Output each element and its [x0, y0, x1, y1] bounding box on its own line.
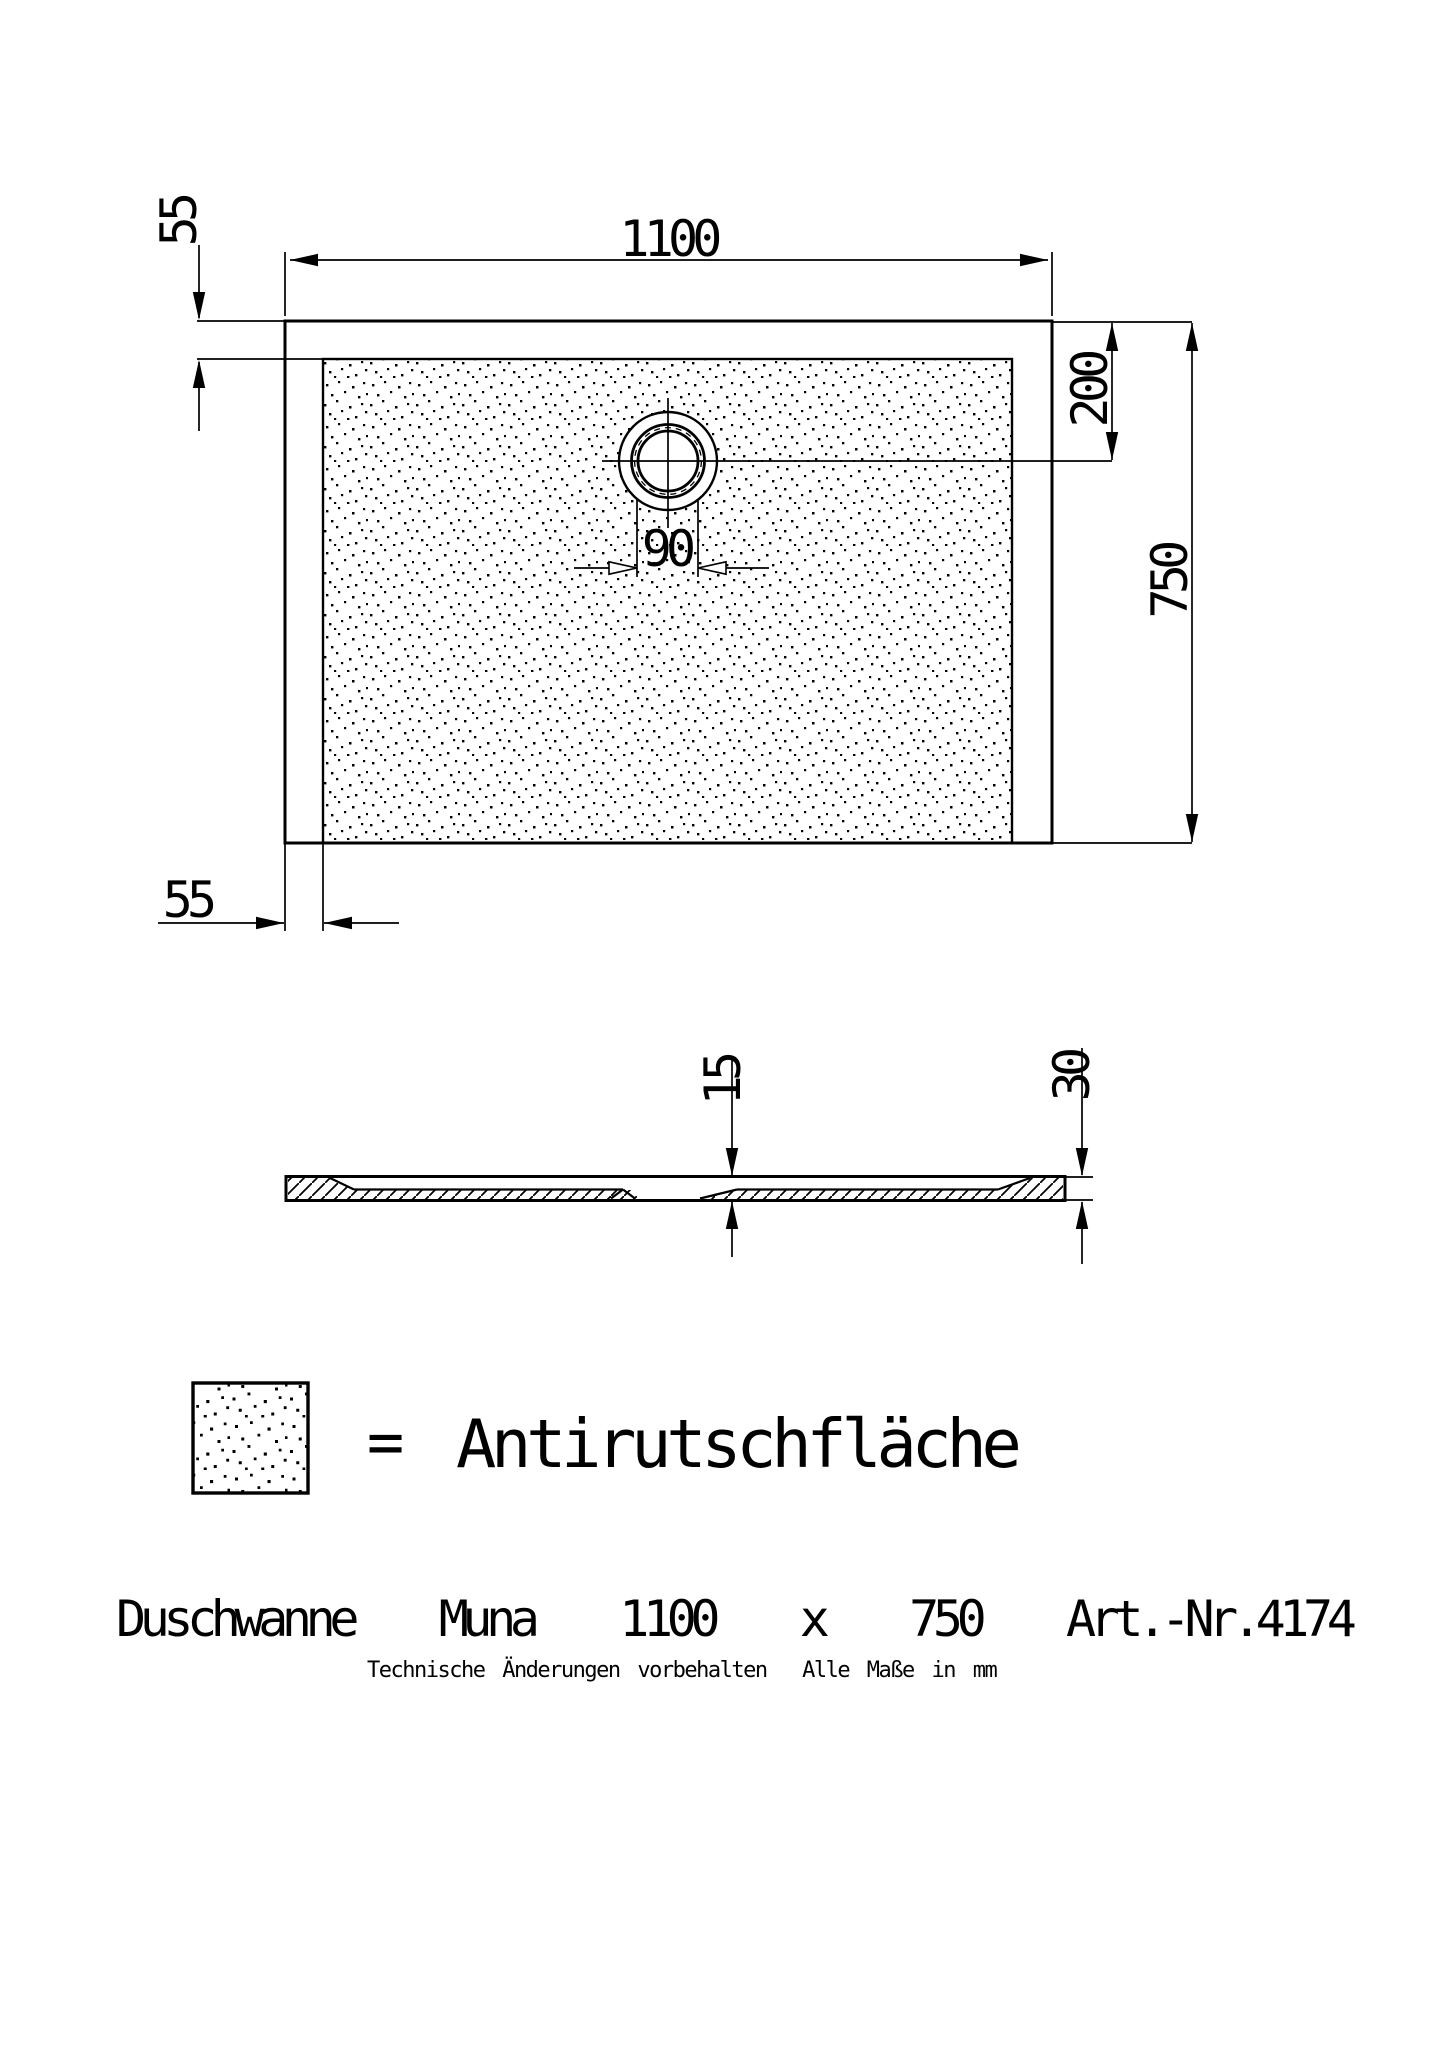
- dim-drain-offset-arrow-down: [1106, 432, 1118, 460]
- dim-edge-left-arrow-right: [256, 917, 284, 929]
- dim-width-arrow-right: [1020, 254, 1048, 266]
- dim-drain-offset-label: 200: [1061, 354, 1119, 428]
- dim-depth: [694, 1054, 752, 1257]
- dim-edge-left-label: 55: [162, 871, 212, 929]
- dim-depth-arrow-up: [726, 1201, 738, 1229]
- dim-edge-top: [150, 195, 208, 431]
- legend: [193, 1383, 1019, 1493]
- dim-edge-top-arrow-up: [193, 360, 205, 388]
- dim-height: [1141, 323, 1199, 842]
- dim-width-label: 1100: [619, 210, 717, 268]
- dim-total-height-label: 30: [1043, 1052, 1101, 1102]
- legend-equals-sign: =: [366, 1405, 400, 1478]
- drawing-title: Duschwanne Muna 1100 x 750 Art.-Nr.4174: [116, 1590, 1351, 1648]
- legend-label: Antirutschfläche: [456, 1405, 1017, 1483]
- dim-total-height: [1043, 1048, 1101, 1264]
- dim-drain-diameter-label: 90: [641, 520, 691, 578]
- dim-width: [290, 210, 1048, 268]
- dim-height-label: 750: [1141, 545, 1199, 619]
- dim-edge-top-arrow-down: [193, 292, 205, 320]
- dim-edge-left-arrow-left: [324, 917, 352, 929]
- footer: [116, 1590, 1355, 1683]
- top-view: [150, 195, 1199, 931]
- dim-edge-top-label: 55: [150, 197, 208, 247]
- side-view: [286, 1048, 1101, 1264]
- dim-depth-arrow-down: [726, 1148, 738, 1176]
- drawing-note: Technische Änderungen vorbehalten Alle Maße in mm: [367, 1658, 997, 1683]
- dim-edge-left: [158, 871, 399, 929]
- dim-width-arrow-left: [290, 254, 318, 266]
- dim-total-height-arrow-up: [1076, 1201, 1088, 1229]
- legend-swatch: [193, 1383, 308, 1493]
- dim-drain-offset: [1061, 323, 1119, 460]
- dim-depth-label: 15: [694, 1056, 752, 1106]
- dim-total-height-arrow-down: [1076, 1148, 1088, 1176]
- dim-drain-offset-arrow-up: [1106, 323, 1118, 351]
- dim-height-arrow-down: [1186, 814, 1198, 842]
- dim-height-arrow-up: [1186, 323, 1198, 351]
